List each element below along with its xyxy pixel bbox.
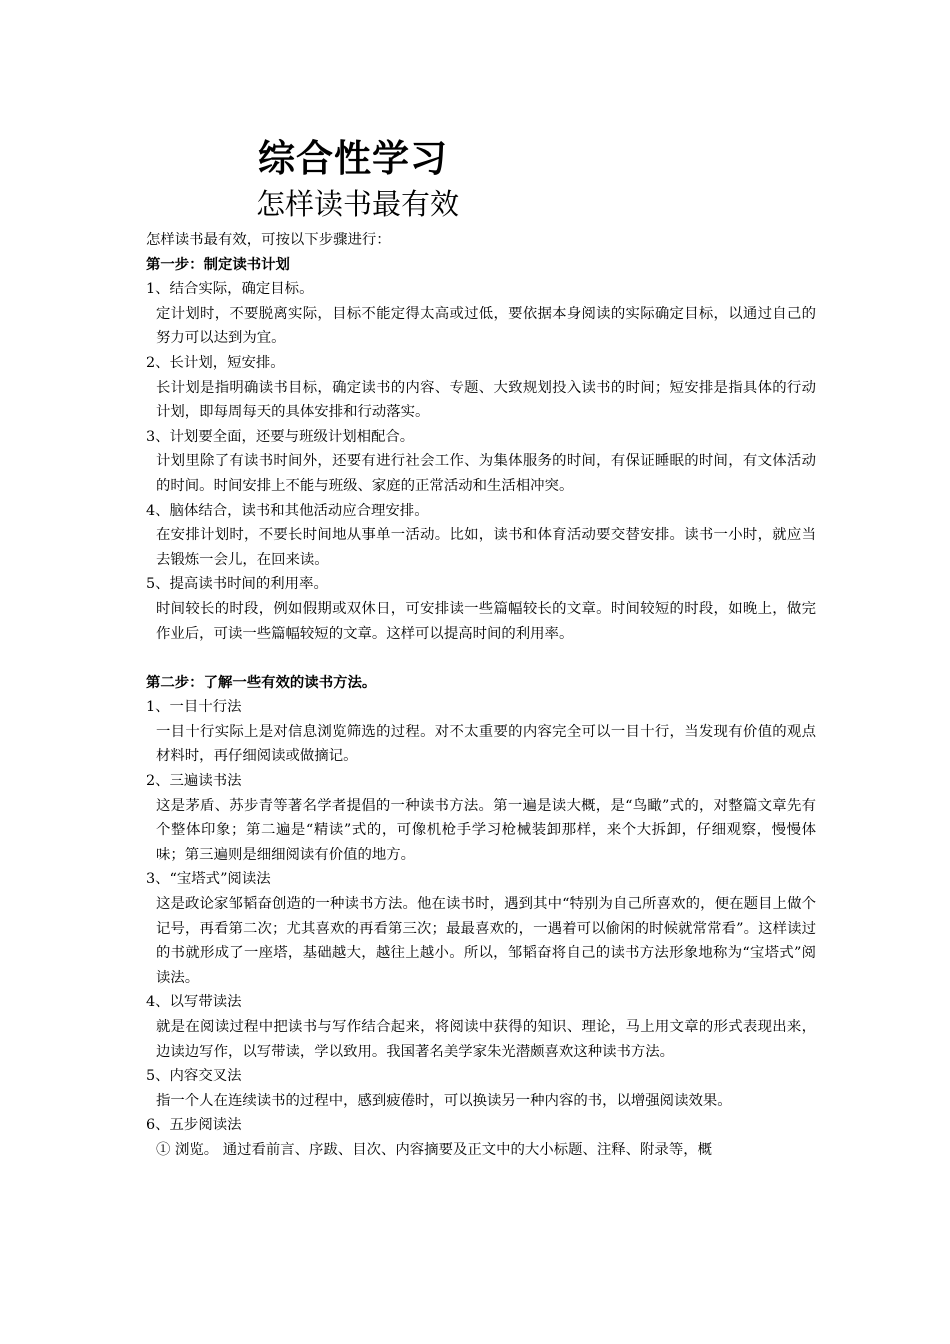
step2-heading: 第二步：了解一些有效的读书方法。: [146, 674, 377, 691]
step2-item-3-label: 3、“宝塔式”阅读法: [146, 871, 271, 888]
step2-item-5-label: 5、内容交叉法: [146, 1068, 242, 1085]
step2-item-1-text: 一目十行实际上是对信息浏览筛选的过程。对不太重要的内容完全可以一目十行，当发现有价值的观点材料时，再仔细阅读或做摘记。: [156, 723, 816, 765]
step2-item-4-text: 就是在阅读过程中把读书与写作结合起来，将阅读中获得的知识、理论，马上用文章的形式表现出来，边读边写作，以写带读，学以致用。我国著名美学家朱光潜颇喜欢这种读书方法。: [156, 1019, 816, 1060]
step1-item-5-text: 时间较长的时段，例如假期或双休日，可安排读一些篇幅较长的文章。时间较短的时段，如晚上，做完作业后，可读一些篇幅较短的文章。这样可以提高时间的利用率。: [156, 600, 816, 642]
step2-item-2-text: 这是茅盾、苏步青等著名学者提倡的一种读书方法。第一遍是读大概，是“鸟瞰”式的，对整篇文章先有个整体印象；第二遍是“精读”式的，可像机枪手学习枪械装卸那样，来个大拆卸，仔细观察，慢慢体味；第三遍则是细细阅读有价值的地方。: [156, 797, 816, 863]
step1-item-3-label: 3、计划要全面，还要与班级计划相配合。: [146, 428, 415, 445]
step1-item-5-label: 5、提高读书时间的利用率。: [146, 576, 328, 593]
page-title: 综合性学习: [258, 137, 448, 180]
step2-item-4-label: 4、以写带读法: [146, 994, 242, 1011]
step1-item-3-text: 计划里除了有读书时间外，还要有进行社会工作、为集体服务的时间，有保证睡眠的时间，有文体活动的时间。时间安排上不能与班级、家庭的正常活动和生活相冲突。: [156, 453, 816, 494]
section-gap: [146, 646, 816, 671]
step2-item-5-text: 指一个人在连续读书的过程中，感到疲倦时，可以换读另一种内容的书，以增强阅读效果。: [156, 1092, 732, 1109]
intro-text: 怎样读书最有效，可按以下步骤进行：: [146, 232, 391, 248]
document-body: [146, 228, 816, 1163]
step1-item-4-text: 在安排计划时，不要长时间地从事单一活动。比如，读书和体育活动要交替安排。读书一小时，就应当去锻炼一会儿，在回来读。: [156, 527, 816, 568]
step2-item-1-label: 1、一目十行法: [146, 699, 242, 716]
step1-item-1-text: 定计划时，不要脱离实际，目标不能定得太高或过低，要依据本身阅读的实际确定目标，以通过自己的努力可以达到为宜。: [156, 305, 816, 347]
step2-item-6-text: ① 浏览。 通过看前言、序跋、目次、内容摘要及正文中的大小标题、注释、附录等，概: [156, 1141, 712, 1158]
step1-item-1-label: 1、结合实际，确定目标。: [146, 281, 314, 298]
step2-item-6-label: 6、五步阅读法: [146, 1117, 242, 1134]
step2-item-3-text: 这是政论家邹韬奋创造的一种读书方法。他在读书时，遇到其中“特别为自己所喜欢的，便在题目上做个记号，再看第二次；尤其喜欢的再看第三次；最最喜欢的，一遇着可以偷闲的时候就常常看”。这样读过的书就形成了一座塔，基础越大，越往上越小。所以，邹韬奋将自己的读书方法形象地称为“宝塔式”阅读法。: [156, 896, 816, 986]
step1-item-2-text: 长计划是指明确读书目标，确定读书的内容、专题、大致规划投入读书的时间；短安排是指具体的行动计划，即每周每天的具体安排和行动落实。: [156, 379, 816, 421]
step1-heading: 第一步：制定读书计划: [146, 256, 290, 273]
step1-item-2-label: 2、长计划，短安排。: [146, 354, 285, 371]
page-subtitle: 怎样读书最有效: [256, 187, 460, 221]
step2-item-2-label: 2、三遍读书法: [146, 773, 242, 790]
step1-item-4-label: 4、脑体结合，读书和其他活动应合理安排。: [146, 502, 429, 519]
